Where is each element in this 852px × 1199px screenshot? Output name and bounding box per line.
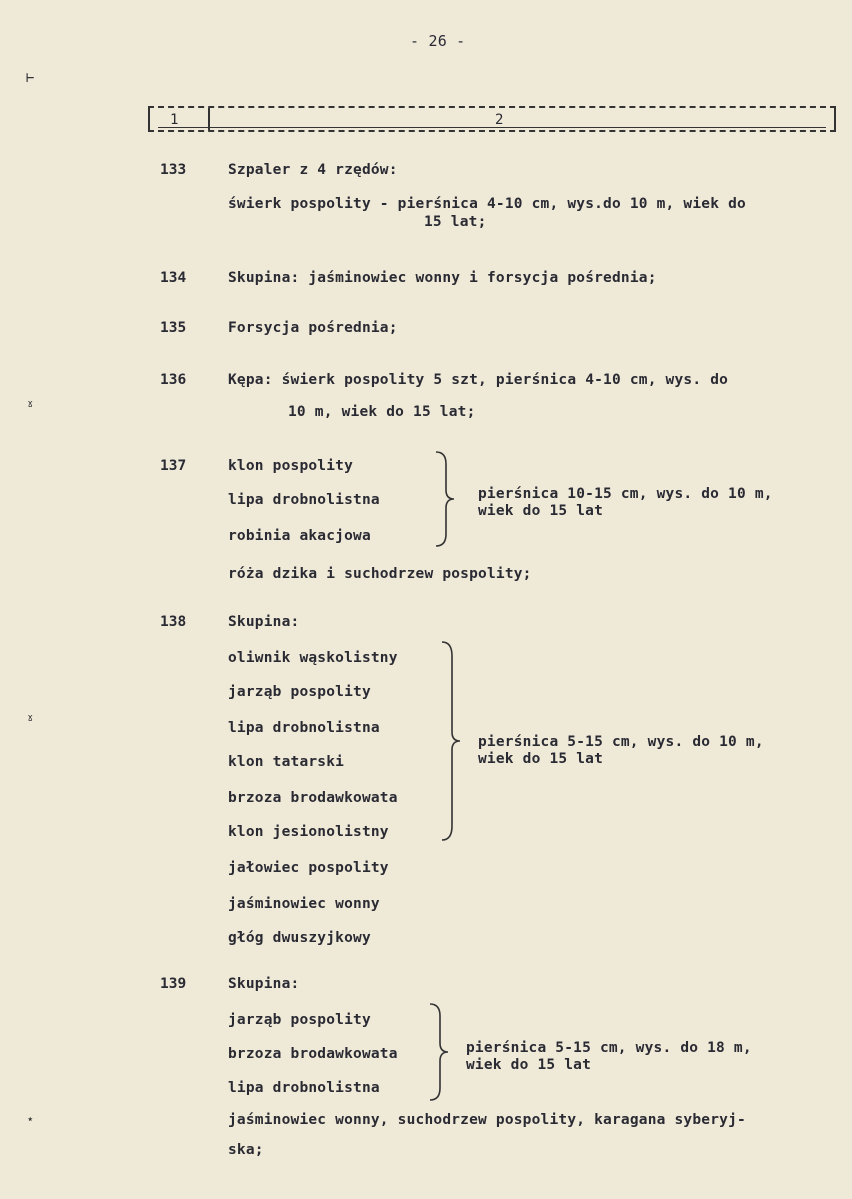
curly-brace	[426, 1004, 450, 1100]
entry-desc: wiek do 15 lat	[466, 1057, 592, 1073]
entry-number: 133	[160, 162, 187, 178]
species-item: klon pospolity	[228, 458, 354, 474]
species-item: jaśminowiec wonny	[228, 896, 380, 912]
species-item: lipa drobnolistna	[228, 492, 380, 508]
page-number: - 26 -	[410, 32, 466, 50]
species-item: jarząb pospolity	[228, 684, 371, 700]
header-underline	[158, 127, 826, 128]
entry-text: 15 lat;	[424, 214, 487, 230]
entry-number: 139	[160, 976, 187, 992]
entry-title: Skupina:	[228, 976, 300, 992]
entry-title: Szpaler z 4 rzędów:	[228, 162, 398, 178]
species-item: brzoza brodawkowata	[228, 790, 398, 806]
entry-text: Skupina: jaśminowiec wonny i forsycja pośrednia;	[228, 270, 657, 286]
entry-number: 138	[160, 614, 187, 630]
entry-desc: pierśnica 5-15 cm, wys. do 18 m,	[466, 1040, 752, 1056]
margin-mark: ⊢	[26, 70, 35, 86]
entry-text: jaśminowiec wonny, suchodrzew pospolity, karagana syberyj-	[228, 1112, 746, 1128]
curly-brace	[438, 642, 462, 840]
entry-text: ska;	[228, 1142, 264, 1158]
entry-desc: wiek do 15 lat	[478, 503, 604, 519]
entry-title: Skupina:	[228, 614, 300, 630]
species-item: klon tatarski	[228, 754, 345, 770]
species-item: jarząb pospolity	[228, 1012, 371, 1028]
entry-number: 137	[160, 458, 187, 474]
table-header	[148, 106, 836, 132]
margin-mark: ˠ	[26, 712, 35, 728]
entry-text: 10 m, wiek do 15 lat;	[288, 404, 476, 420]
entry-number: 134	[160, 270, 187, 286]
species-item: robinia akacjowa	[228, 528, 371, 544]
entry-text: Kępa: świerk pospolity 5 szt, pierśnica 4-10 cm, wys. do	[228, 372, 729, 388]
header-col-1: 1	[170, 112, 179, 128]
species-item: oliwnik wąskolistny	[228, 650, 398, 666]
species-item: jałowiec pospolity	[228, 860, 389, 876]
species-item: lipa drobnolistna	[228, 1080, 380, 1096]
margin-mark: ⋆	[26, 1112, 35, 1128]
species-item: lipa drobnolistna	[228, 720, 380, 736]
entry-text: róża dzika i suchodrzew pospolity;	[228, 566, 532, 582]
curly-brace	[432, 452, 456, 546]
entry-text: Forsycja pośrednia;	[228, 320, 398, 336]
entry-text: świerk pospolity - pierśnica 4-10 cm, wys.do 10 m, wiek do	[228, 196, 746, 212]
header-col-2: 2	[495, 112, 504, 128]
entry-desc: pierśnica 10-15 cm, wys. do 10 m,	[478, 486, 773, 502]
species-item: klon jesionolistny	[228, 824, 389, 840]
entry-desc: pierśnica 5-15 cm, wys. do 10 m,	[478, 734, 764, 750]
entry-number: 136	[160, 372, 187, 388]
margin-mark: ˠ	[26, 398, 35, 414]
entry-number: 135	[160, 320, 187, 336]
entry-desc: wiek do 15 lat	[478, 751, 604, 767]
species-item: głóg dwuszyjkowy	[228, 930, 371, 946]
species-item: brzoza brodawkowata	[228, 1046, 398, 1062]
